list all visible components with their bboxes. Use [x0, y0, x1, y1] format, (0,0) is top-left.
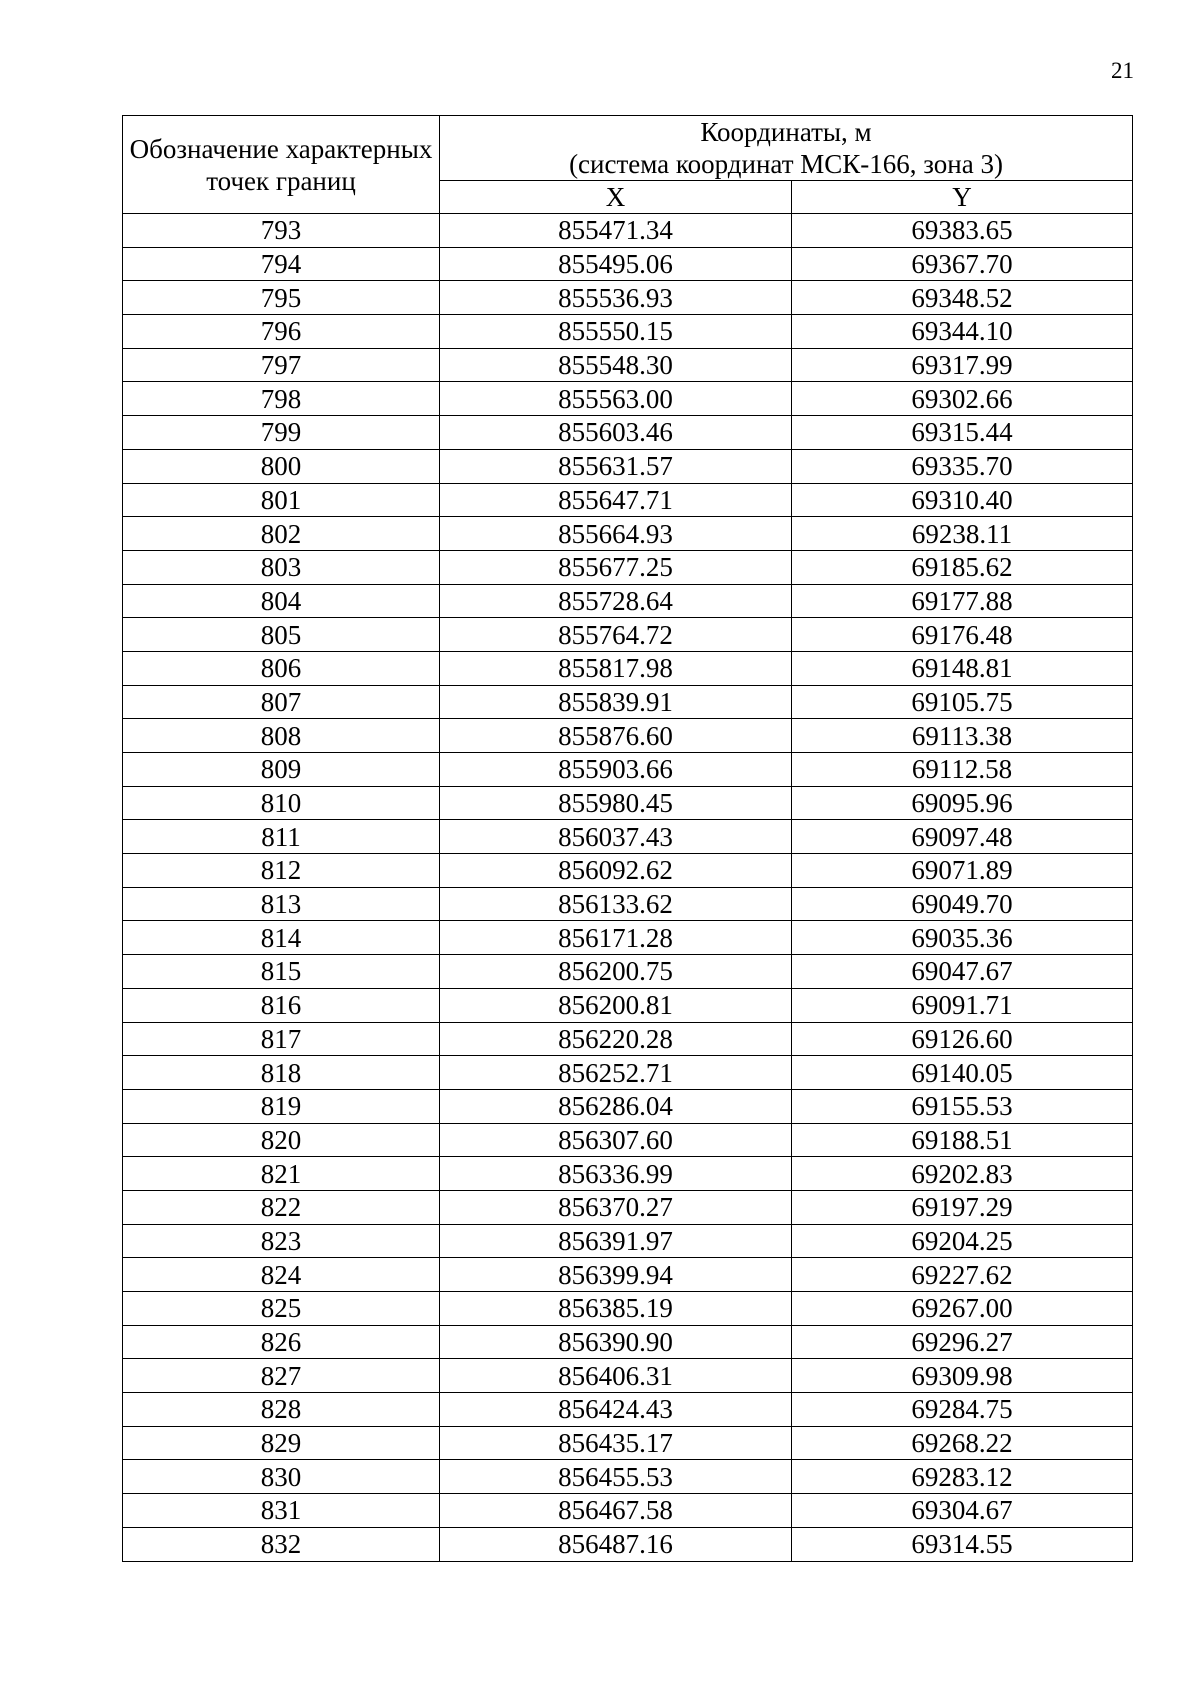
x-cell: 856399.94: [440, 1258, 792, 1292]
point-id-cell: 797: [123, 348, 440, 382]
x-cell: 856391.97: [440, 1224, 792, 1258]
header-coords-title: Координаты, м: [700, 117, 872, 147]
table-row: [123, 449, 1133, 483]
point-id-cell: 806: [123, 651, 440, 685]
y-cell: 69304.67: [792, 1494, 1133, 1528]
x-cell: 855817.98: [440, 651, 792, 685]
table-row: [123, 281, 1133, 315]
point-id-cell: 829: [123, 1426, 440, 1460]
table-row: [123, 1190, 1133, 1224]
point-id-cell: 819: [123, 1089, 440, 1123]
point-id-cell: 804: [123, 584, 440, 618]
table-row: [123, 247, 1133, 281]
table-row: [123, 1224, 1133, 1258]
table-row: [123, 921, 1133, 955]
table-row: [123, 315, 1133, 349]
y-cell: 69335.70: [792, 449, 1133, 483]
y-cell: 69113.38: [792, 719, 1133, 753]
table-row: [123, 483, 1133, 517]
y-cell: 69095.96: [792, 786, 1133, 820]
point-id-cell: 825: [123, 1292, 440, 1326]
point-id-cell: 811: [123, 820, 440, 854]
point-id-cell: 814: [123, 921, 440, 955]
table-row: [123, 1056, 1133, 1090]
point-id-cell: 798: [123, 382, 440, 416]
table-row: [123, 1460, 1133, 1494]
y-cell: 69091.71: [792, 988, 1133, 1022]
point-id-cell: 813: [123, 887, 440, 921]
point-id-cell: 796: [123, 315, 440, 349]
y-cell: 69383.65: [792, 214, 1133, 248]
x-cell: 856370.27: [440, 1190, 792, 1224]
x-cell: 855980.45: [440, 786, 792, 820]
header-y: Y: [792, 181, 1133, 214]
y-cell: 69035.36: [792, 921, 1133, 955]
x-cell: 856171.28: [440, 921, 792, 955]
table-body: [123, 214, 1133, 1562]
y-cell: 69302.66: [792, 382, 1133, 416]
point-id-cell: 808: [123, 719, 440, 753]
x-cell: 856487.16: [440, 1527, 792, 1561]
table-row: [123, 1494, 1133, 1528]
table-row: [123, 1325, 1133, 1359]
x-cell: 856200.81: [440, 988, 792, 1022]
x-cell: 855631.57: [440, 449, 792, 483]
table-row: [123, 786, 1133, 820]
x-cell: 856385.19: [440, 1292, 792, 1326]
table-row: [123, 618, 1133, 652]
table-row: [123, 1123, 1133, 1157]
header-x: X: [440, 181, 792, 214]
table-row: [123, 719, 1133, 753]
header-coords-system: (система координат МСК-166, зона 3): [569, 149, 1003, 179]
point-id-cell: 832: [123, 1527, 440, 1561]
point-id-cell: 826: [123, 1325, 440, 1359]
table-row: [123, 651, 1133, 685]
table-row: [123, 1022, 1133, 1056]
header-coordinates: [440, 116, 1133, 181]
y-cell: 69314.55: [792, 1527, 1133, 1561]
page-number: 21: [1111, 58, 1134, 83]
point-id-cell: 830: [123, 1460, 440, 1494]
table-row: [123, 753, 1133, 787]
y-cell: 69140.05: [792, 1056, 1133, 1090]
point-id-cell: 818: [123, 1056, 440, 1090]
point-id-cell: 816: [123, 988, 440, 1022]
table-row: [123, 1359, 1133, 1393]
x-cell: 855677.25: [440, 550, 792, 584]
point-id-cell: 822: [123, 1190, 440, 1224]
table-row: [123, 1258, 1133, 1292]
x-cell: 856200.75: [440, 955, 792, 989]
point-id-cell: 824: [123, 1258, 440, 1292]
point-id-cell: 799: [123, 416, 440, 450]
y-cell: 69049.70: [792, 887, 1133, 921]
x-cell: 856092.62: [440, 854, 792, 888]
table-row: [123, 382, 1133, 416]
point-id-cell: 815: [123, 955, 440, 989]
y-cell: 69315.44: [792, 416, 1133, 450]
table-row: [123, 1527, 1133, 1561]
x-cell: 856133.62: [440, 887, 792, 921]
point-id-cell: 803: [123, 550, 440, 584]
y-cell: 69197.29: [792, 1190, 1133, 1224]
y-cell: 69202.83: [792, 1157, 1133, 1191]
point-id-cell: 827: [123, 1359, 440, 1393]
x-cell: 856435.17: [440, 1426, 792, 1460]
point-id-cell: 820: [123, 1123, 440, 1157]
x-cell: 855563.00: [440, 382, 792, 416]
point-id-cell: 810: [123, 786, 440, 820]
point-id-cell: 802: [123, 517, 440, 551]
x-cell: 855839.91: [440, 685, 792, 719]
x-cell: 855603.46: [440, 416, 792, 450]
y-cell: 69071.89: [792, 854, 1133, 888]
x-cell: 855728.64: [440, 584, 792, 618]
table-row: [123, 1157, 1133, 1191]
table-row: [123, 820, 1133, 854]
x-cell: 855876.60: [440, 719, 792, 753]
y-cell: 69177.88: [792, 584, 1133, 618]
x-cell: 855664.93: [440, 517, 792, 551]
y-cell: 69309.98: [792, 1359, 1133, 1393]
y-cell: 69284.75: [792, 1393, 1133, 1427]
point-id-cell: 801: [123, 483, 440, 517]
point-id-cell: 817: [123, 1022, 440, 1056]
table-header: [123, 116, 1133, 214]
y-cell: 69367.70: [792, 247, 1133, 281]
point-id-cell: 821: [123, 1157, 440, 1191]
table-row: [123, 584, 1133, 618]
point-id-cell: 823: [123, 1224, 440, 1258]
point-id-cell: 828: [123, 1393, 440, 1427]
table-row: [123, 517, 1133, 551]
x-cell: 855548.30: [440, 348, 792, 382]
y-cell: 69227.62: [792, 1258, 1133, 1292]
y-cell: 69317.99: [792, 348, 1133, 382]
x-cell: 856336.99: [440, 1157, 792, 1191]
y-cell: 69310.40: [792, 483, 1133, 517]
table-row: [123, 955, 1133, 989]
y-cell: 69155.53: [792, 1089, 1133, 1123]
y-cell: 69188.51: [792, 1123, 1133, 1157]
table-row: [123, 1089, 1133, 1123]
y-cell: 69105.75: [792, 685, 1133, 719]
y-cell: 69283.12: [792, 1460, 1133, 1494]
table-row: [123, 988, 1133, 1022]
y-cell: 69185.62: [792, 550, 1133, 584]
coordinates-table: [122, 115, 1133, 1562]
table-row: [123, 1393, 1133, 1427]
table-row: [123, 887, 1133, 921]
x-cell: 855764.72: [440, 618, 792, 652]
point-id-cell: 812: [123, 854, 440, 888]
table-row: [123, 854, 1133, 888]
y-cell: 69047.67: [792, 955, 1133, 989]
x-cell: 856406.31: [440, 1359, 792, 1393]
table-row: [123, 1292, 1133, 1326]
x-cell: 855471.34: [440, 214, 792, 248]
point-id-cell: 794: [123, 247, 440, 281]
y-cell: 69148.81: [792, 651, 1133, 685]
table-row: [123, 348, 1133, 382]
x-cell: 856286.04: [440, 1089, 792, 1123]
table-row: [123, 214, 1133, 248]
point-id-cell: 800: [123, 449, 440, 483]
table-row: [123, 685, 1133, 719]
x-cell: 855647.71: [440, 483, 792, 517]
y-cell: 69348.52: [792, 281, 1133, 315]
x-cell: 855536.93: [440, 281, 792, 315]
x-cell: 855495.06: [440, 247, 792, 281]
point-id-cell: 805: [123, 618, 440, 652]
point-id-cell: 793: [123, 214, 440, 248]
point-id-cell: 831: [123, 1494, 440, 1528]
y-cell: 69238.11: [792, 517, 1133, 551]
x-cell: 856252.71: [440, 1056, 792, 1090]
x-cell: 856307.60: [440, 1123, 792, 1157]
table-row: [123, 550, 1133, 584]
point-id-cell: 809: [123, 753, 440, 787]
point-id-cell: 807: [123, 685, 440, 719]
x-cell: 856455.53: [440, 1460, 792, 1494]
x-cell: 855550.15: [440, 315, 792, 349]
y-cell: 69097.48: [792, 820, 1133, 854]
x-cell: 856424.43: [440, 1393, 792, 1427]
table-row: [123, 1426, 1133, 1460]
x-cell: 855903.66: [440, 753, 792, 787]
table-row: [123, 416, 1133, 450]
x-cell: 856390.90: [440, 1325, 792, 1359]
y-cell: 69176.48: [792, 618, 1133, 652]
x-cell: 856467.58: [440, 1494, 792, 1528]
point-id-cell: 795: [123, 281, 440, 315]
y-cell: 69204.25: [792, 1224, 1133, 1258]
y-cell: 69267.00: [792, 1292, 1133, 1326]
header-designation: Обозначение характерных точек границ: [123, 116, 440, 214]
y-cell: 69126.60: [792, 1022, 1133, 1056]
y-cell: 69344.10: [792, 315, 1133, 349]
y-cell: 69112.58: [792, 753, 1133, 787]
y-cell: 69296.27: [792, 1325, 1133, 1359]
y-cell: 69268.22: [792, 1426, 1133, 1460]
x-cell: 856037.43: [440, 820, 792, 854]
x-cell: 856220.28: [440, 1022, 792, 1056]
